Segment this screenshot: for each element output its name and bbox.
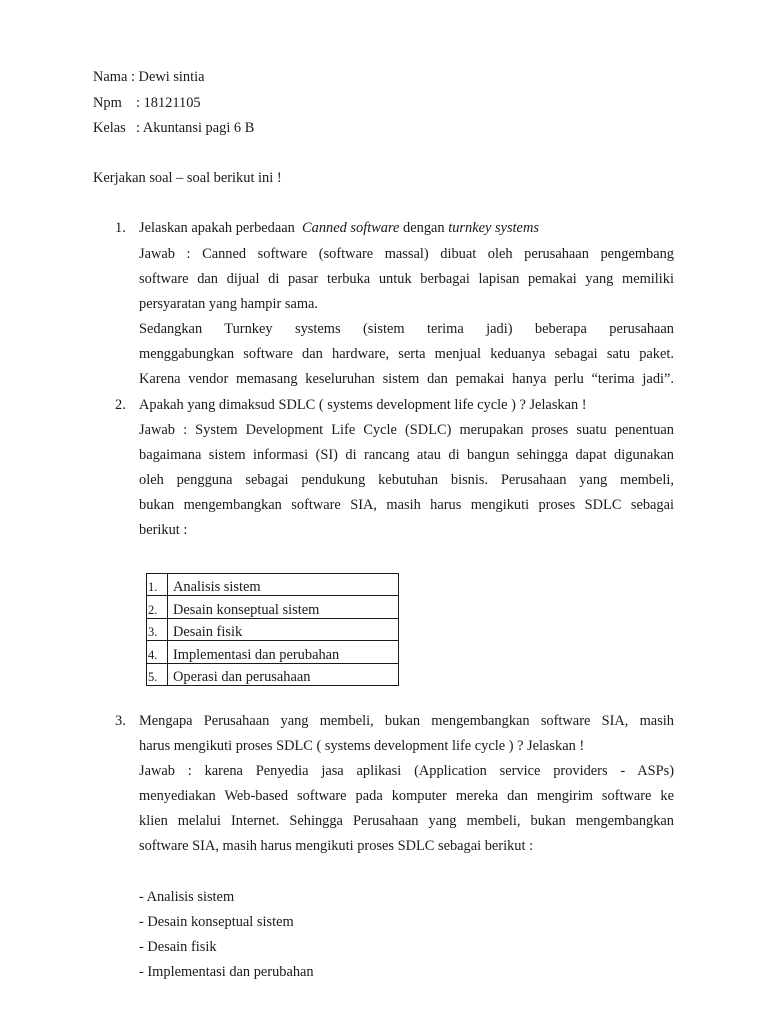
q3-question-line: harus mengikuti proses SDLC ( systems development life cycle ) ? Jelaskan ! xyxy=(139,738,585,754)
q1-answer-line: menggabungkan software dan hardware, serta menjual keduanya sebagai satu paket. xyxy=(139,346,674,362)
q2-question: Apakah yang dimaksud SDLC ( systems development life cycle ) ? Jelaskan ! xyxy=(139,397,587,413)
q3-number: 3. xyxy=(115,713,126,729)
q2-answer-line: Jawab : System Development Life Cycle (SDLC) merupakan proses suatu penentuan xyxy=(139,422,674,438)
table-cell-number: 3. xyxy=(147,618,168,640)
kelas-value: : Akuntansi pagi 6 B xyxy=(136,120,255,136)
table-cell-text: Operasi dan perusahaan xyxy=(168,663,399,685)
q2-number: 2. xyxy=(115,397,126,413)
table-row xyxy=(147,596,399,618)
npm-label: Npm xyxy=(93,95,122,111)
q2-answer-line: oleh pengguna sebagai pendukung kebutuhan bisnis. Perusahaan yang membeli, xyxy=(139,472,674,488)
table-cell-number: 4. xyxy=(147,641,168,663)
q1-answer-line: software dan dijual di pasar terbuka untuk berbagai lapisan pemakai yang memiliki xyxy=(139,271,674,287)
table-cell-text: Desain konseptual sistem xyxy=(168,596,399,618)
table-row xyxy=(147,574,399,596)
sdlc-steps-table xyxy=(146,573,399,686)
nama-line: Nama : Dewi sintia xyxy=(93,69,205,85)
q3-question-line: Mengapa Perusahaan yang membeli, bukan mengembangkan software SIA, masih xyxy=(139,713,674,729)
q1-answer-line: Sedangkan Turnkey systems (sistem terima jadi) beberapa perusahaan xyxy=(139,321,674,337)
q1-term-turnkey: turnkey systems xyxy=(448,220,539,236)
list-item: - Desain fisik xyxy=(139,939,217,955)
kelas-label: Kelas xyxy=(93,120,126,136)
table-cell-text: Desain fisik xyxy=(168,618,399,640)
table-cell-number: 5. xyxy=(147,663,168,685)
instruction-line: Kerjakan soal – soal berikut ini ! xyxy=(93,170,282,186)
q1-term-canned: Canned software xyxy=(302,220,400,236)
q1-answer-line: Karena vendor memasang keseluruhan sistem dan pemakai hanya perlu “terima jadi”. xyxy=(139,371,674,387)
list-item: - Desain konseptual sistem xyxy=(139,914,294,930)
q1-number: 1. xyxy=(115,220,126,236)
list-item: - Analisis sistem xyxy=(139,889,235,905)
table-cell-text: Analisis sistem xyxy=(168,574,399,596)
table-cell-number: 1. xyxy=(147,574,168,596)
npm-value: : 18121105 xyxy=(136,95,201,111)
q3-answer-line: software SIA, masih harus mengikuti proses SDLC sebagai berikut : xyxy=(139,838,534,854)
q3-answer-line: Jawab : karena Penyedia jasa aplikasi (Application service providers - ASPs) xyxy=(139,763,674,779)
table-row xyxy=(147,663,399,685)
q1-question-prefix: Jelaskan apakah perbedaan xyxy=(139,220,295,236)
table-cell-text: Implementasi dan perubahan xyxy=(168,641,399,663)
list-item: - Implementasi dan perubahan xyxy=(139,964,314,980)
q1-answer-line: Jawab : Canned software (software massal) dibuat oleh perusahaan pengembang xyxy=(139,246,674,262)
q3-answer-line: menyediakan Web-based software pada komputer mereka dan mengirim software ke xyxy=(139,788,674,804)
q1-answer-line: persyaratan yang hampir sama. xyxy=(139,296,319,312)
table-row xyxy=(147,641,399,663)
q2-answer-line: berikut : xyxy=(139,522,188,538)
q2-answer-line: bukan mengembangkan software SIA, masih harus mengikuti proses SDLC sebagai xyxy=(139,497,674,513)
q1-question xyxy=(139,219,539,237)
q1-question-mid: dengan xyxy=(403,220,445,236)
q3-answer-line: klien melalui Internet. Sehingga Perusahaan yang membeli, bukan mengembangkan xyxy=(139,813,674,829)
table-cell-number: 2. xyxy=(147,596,168,618)
table-row xyxy=(147,618,399,640)
q2-answer-line: bagaimana sistem informasi (SI) di rancang atau di bangun sehingga dapat digunakan xyxy=(139,447,674,463)
